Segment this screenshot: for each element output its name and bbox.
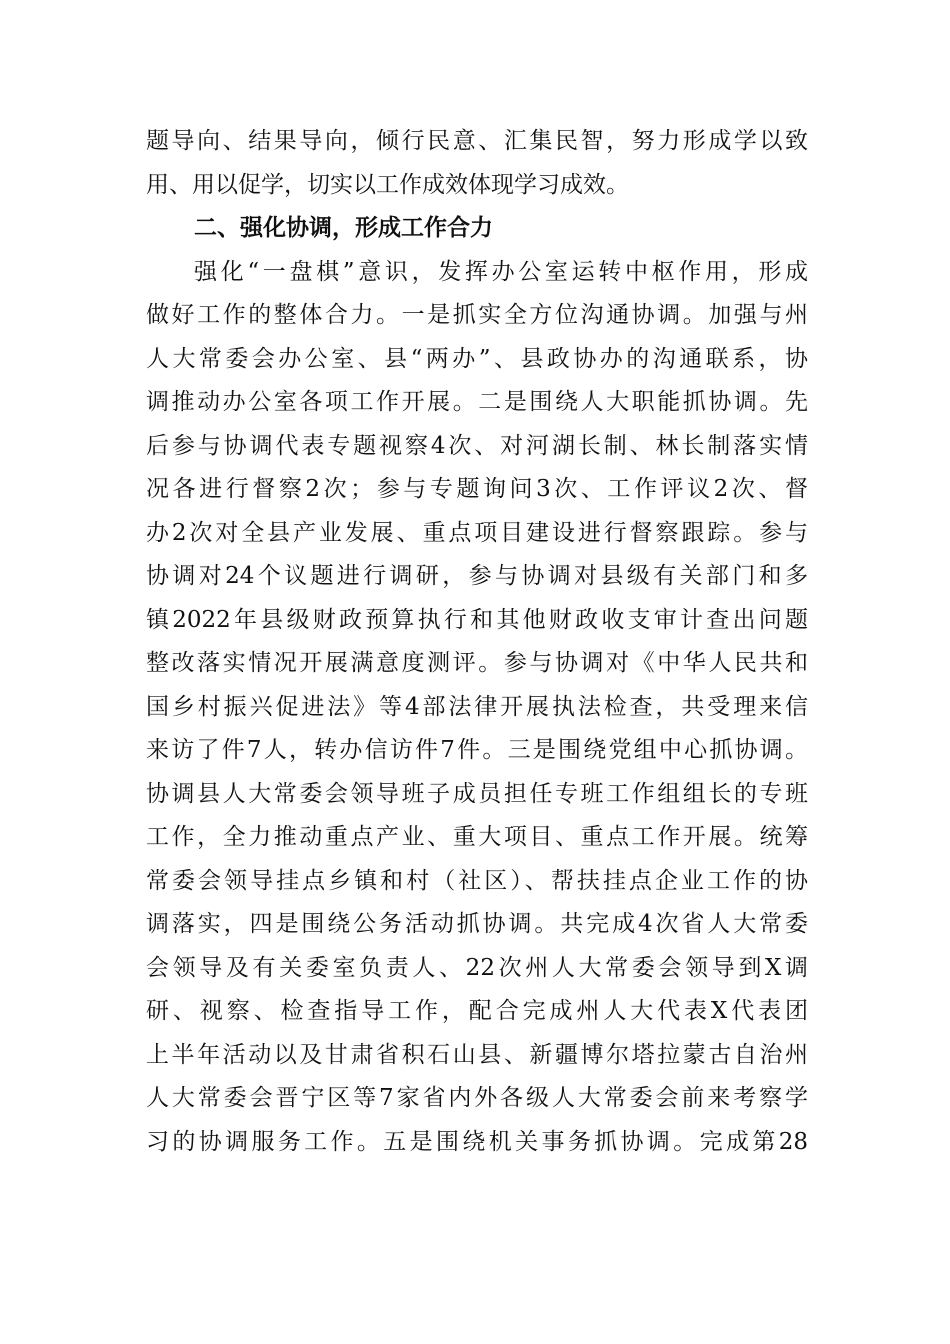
paragraph-first-line: 强化“一盘棋”意识，发挥办公室运转中枢作用，形成: [194, 258, 808, 285]
text-line: 用、用以促学，切实以工作成效体现学习成效。: [146, 171, 629, 198]
text-line: 镇2022年县级财政预算执行和其他财政收支审计查出问题: [146, 606, 808, 633]
text-line: 工作，全力推动重点产业、重大项目、重点工作开展。统筹: [146, 824, 808, 850]
text-line: 人大常委会办公室、县“两办”、县政协办的沟通联系，协: [146, 345, 808, 372]
text-line: 做好工作的整体合力。一是抓实全方位沟通协调。加强与州: [146, 302, 808, 328]
text-line: 题导向、结果导向，倾行民意、汇集民智，努力形成学以致: [146, 128, 808, 154]
text-line: 习的协调服务工作。五是围绕机关事务抓协调。完成第28: [146, 1128, 808, 1155]
text-line: 整改落实情况开展满意度测评。参与协调对《中华人民共和: [146, 650, 808, 676]
text-line: 研、视察、检查指导工作，配合完成州人大代表X代表团: [146, 998, 808, 1024]
text-line: 协调对24个议题进行调研，参与协调对县级有关部门和多: [146, 563, 808, 589]
section-heading: 二、强化协调，形成工作合力: [194, 215, 493, 241]
text-line: 常委会领导挂点乡镇和村（社区）、帮扶挂点企业工作的协: [146, 867, 808, 894]
text-line: 来访了件7人，转办信访件7件。三是围绕党组中心抓协调。: [146, 737, 808, 763]
body-text: [146, 120, 808, 1164]
text-line: 况各进行督察2次；参与专题询问3次、工作评议2次、督: [146, 476, 808, 502]
text-line: 协调县人大常委会领导班子成员担任专班工作组组长的专班: [146, 780, 808, 807]
text-line: 后参与协调代表专题视察4次、对河湖长制、林长制落实情: [146, 432, 808, 459]
text-line: 上半年活动以及甘肃省积石山县、新疆博尔塔拉蒙古自治州: [146, 1041, 808, 1068]
text-line: 国乡村振兴促进法》等4部法律开展执法检查，共受理来信: [146, 693, 808, 720]
text-line: 人大常委会晋宁区等7家省内外各级人大常委会前来考察学: [146, 1085, 808, 1111]
text-line: 调推动办公室各项工作开展。二是围绕人大职能抓协调。先: [146, 389, 808, 415]
text-line: 办2次对全县产业发展、重点项目建设进行督察跟踪。参与: [146, 519, 808, 546]
text-line: 会领导及有关委室负责人、22次州人大常委会领导到X调: [146, 954, 808, 981]
text-line: 调落实，四是围绕公务活动抓协调。共完成4次省人大常委: [146, 911, 808, 937]
